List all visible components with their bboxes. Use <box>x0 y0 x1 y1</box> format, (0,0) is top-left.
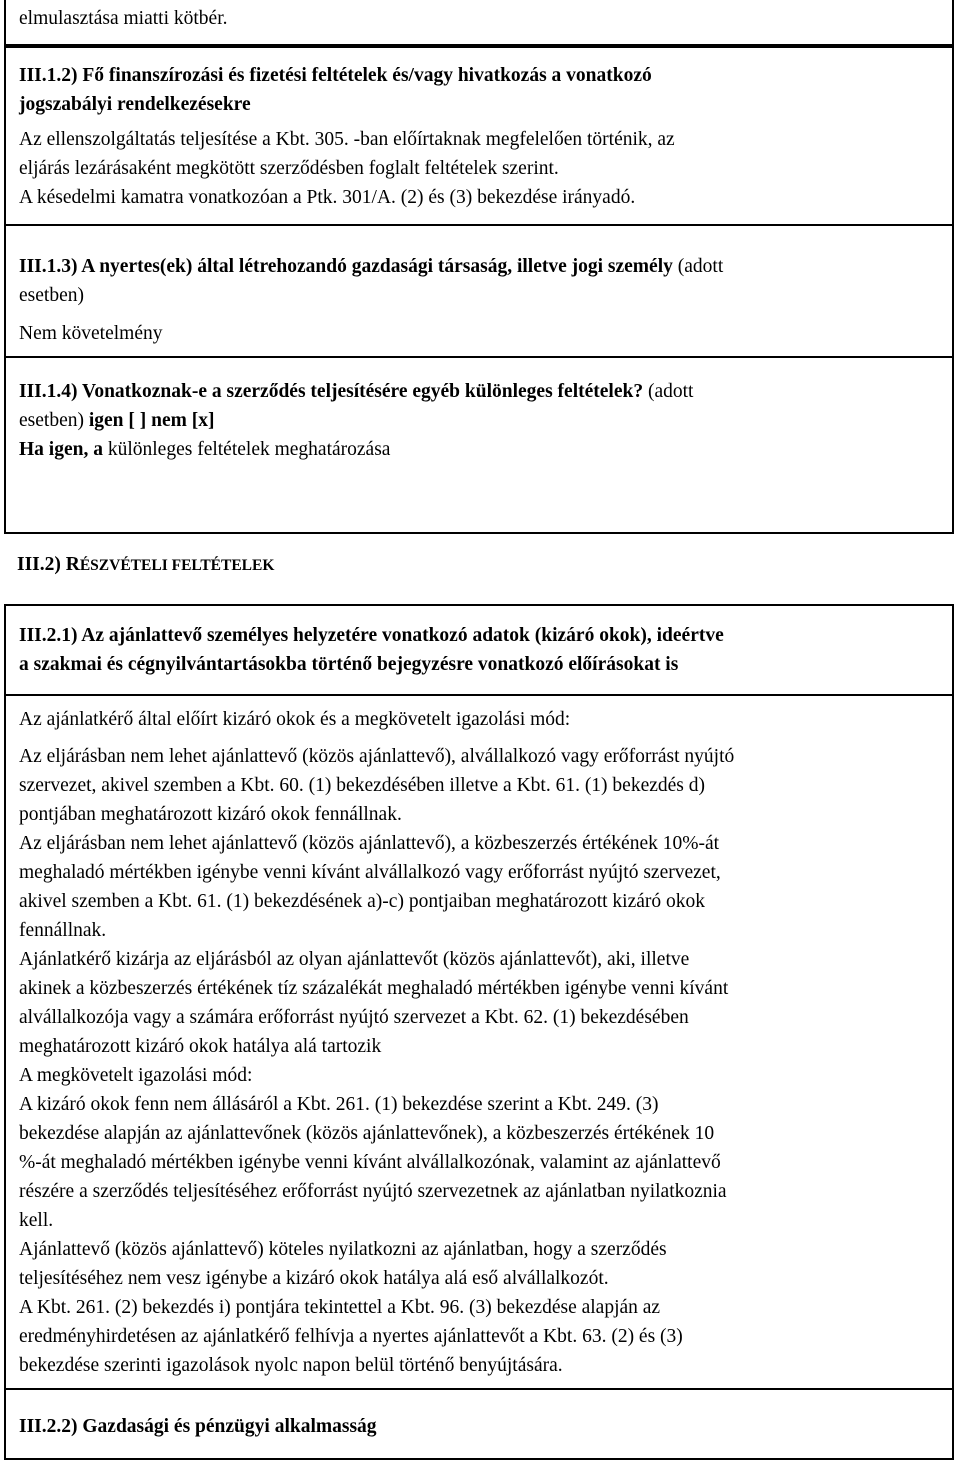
heading-III-1-2-line2: jogszabályi rendelkezésekre <box>19 94 251 115</box>
paragraph-line: %-át meghaladó mértékben igénybe venni kívánt alvállalkozónak, valamint az ajánlattevő <box>19 1152 721 1173</box>
section-box-top <box>4 0 954 46</box>
paragraph-line: Az eljárásban nem lehet ajánlattevő (közös ajánlattevő), alvállalkozó vagy erőforrást nyújtó <box>19 746 735 767</box>
paragraph-line: A megkövetelt igazolási mód: <box>19 1065 253 1086</box>
section-heading-III-2 <box>17 550 950 580</box>
heading-III-1-4: III.1.4) Vonatkoznak-e a szerződés teljesítésére egyéb különleges feltételek? <box>19 381 644 402</box>
paragraph-line: részére a szerződés teljesítéséhez erőforrást nyújtó szervezetnek az ajánlatban nyilatkoznia <box>19 1181 727 1202</box>
paragraph-line: pontjában meghatározott kizáró okok fennállnak. <box>19 804 402 825</box>
section-box-III-2-2 <box>4 1388 954 1460</box>
paragraph-line: bekezdése alapján az ajánlattevőnek (közös ajánlattevőnek), a közbeszerzés értékének 10 <box>19 1123 715 1144</box>
paragraph-line: teljesítéséhez nem vesz igénybe a kizáró okok hatálya alá eső alvállalkozót. <box>19 1268 609 1289</box>
section-heading-prefix: III.2) R <box>17 554 80 575</box>
body-III-1-2-line2: eljárás lezárásaként megkötött szerződésben foglalt feltételek szerint. <box>19 158 559 179</box>
top-text: elmulasztása miatti kötbér. <box>19 8 228 29</box>
paragraph-line: bekezdése szerinti igazolások nyolc napon belül történő benyújtására. <box>19 1355 563 1376</box>
heading-III-1-2-line1: III.1.2) Fő finanszírozási és fizetési feltételek és/vagy hivatkozás a vonatkozó <box>19 65 652 86</box>
yes-no-choice: igen [ ] nem [x] <box>83 410 215 431</box>
section-box-III-1-2 <box>4 46 954 226</box>
section-heading-smallcaps: ÉSZVÉTELI FELTÉTELEK <box>79 557 275 574</box>
heading-III-1-4-note: (adott <box>643 381 694 402</box>
body-III-1-3: Nem követelmény <box>19 323 163 344</box>
heading-III-1-3-line2: esetben) <box>19 285 84 306</box>
paragraph-line: meghatározott kizáró okok hatálya alá tartozik <box>19 1036 382 1057</box>
section-box-III-2-1 <box>4 604 954 696</box>
paragraph-line: akinek a közbeszerzés értékének tíz százalékát meghaladó mértékben igénybe venni kívánt <box>19 978 729 999</box>
special-conditions-label: különleges feltételek meghatározása <box>102 439 391 460</box>
paragraph-line: Ajánlatkérő kizárja az eljárásból az olyan ajánlattevőt (közös ajánlattevőt), aki, illetve <box>19 949 690 970</box>
heading-III-1-3: III.1.3) A nyertes(ek) által létrehozandó gazdasági társaság, illetve jogi személy <box>19 256 673 277</box>
paragraph-line: meghaladó mértékben igénybe venni kívánt alvállalkozó vagy erőforrást nyújtó szervezet, <box>19 862 721 883</box>
paragraph-line: szervezet, akivel szemben a Kbt. 60. (1) bekezdésében illetve a Kbt. 61. (1) bekezdés d) <box>19 775 706 796</box>
paragraph-line: eredményhirdetésen az ajánlatkérő felhívja a nyertes ajánlattevőt a Kbt. 63. (2) és (3) <box>19 1326 683 1347</box>
section-box-III-1-3 <box>4 224 954 358</box>
body-III-1-2-line3: A késedelmi kamatra vonatkozóan a Ptk. 301/A. (2) és (3) bekezdése irányadó. <box>19 187 636 208</box>
if-yes-label: Ha igen, a <box>19 439 103 460</box>
section-box-exclusion-grounds <box>4 694 954 1390</box>
paragraph-line: Ajánlattevő (közös ajánlattevő) köteles nyilatkozni az ajánlatban, hogy a szerződés <box>19 1239 667 1260</box>
paragraph-line: fennállnak. <box>19 920 107 941</box>
heading-III-2-1-line1: III.2.1) Az ajánlattevő személyes helyzetére vonatkozó adatok (kizáró okok), ideértve <box>19 625 724 646</box>
body-III-1-2-line1: Az ellenszolgáltatás teljesítése a Kbt. 305. -ban előírtaknak megfelelően történik, az <box>19 129 675 150</box>
paragraph-line: kell. <box>19 1210 54 1231</box>
heading-III-1-3-note: (adott <box>672 256 724 277</box>
paragraph-line: Az eljárásban nem lehet ajánlattevő (közös ajánlattevő), a közbeszerzés értékének 10%-át <box>19 833 720 854</box>
paragraph-line: A kizáró okok fenn nem állásáról a Kbt. 261. (1) bekezdése szerint a Kbt. 249. (3) <box>19 1094 659 1115</box>
heading-III-2-1-line2: a szakmai és cégnyilvántartásokba történő bejegyzésre vonatkozó előírásokat is <box>19 654 679 675</box>
exclusion-intro: Az ajánlatkérő által előírt kizáró okok és a megkövetelt igazolási mód: <box>19 709 571 730</box>
paragraph-line: A Kbt. 261. (2) bekezdés i) pontjára tekintettel a Kbt. 96. (3) bekezdése alapján az <box>19 1297 661 1318</box>
heading-III-2-2: III.2.2) Gazdasági és pénzügyi alkalmasság <box>19 1416 377 1437</box>
paragraph-line: akivel szemben a Kbt. 61. (1) bekezdésének a)-c) pontjaiban meghatározott kizáró okok <box>19 891 706 912</box>
section-box-III-1-4 <box>4 356 954 534</box>
heading-III-1-4-esetben: esetben) <box>19 410 84 431</box>
paragraph-line: alvállalkozója vagy a számára erőforrást nyújtó szervezet a Kbt. 62. (1) bekezdésében <box>19 1007 689 1028</box>
